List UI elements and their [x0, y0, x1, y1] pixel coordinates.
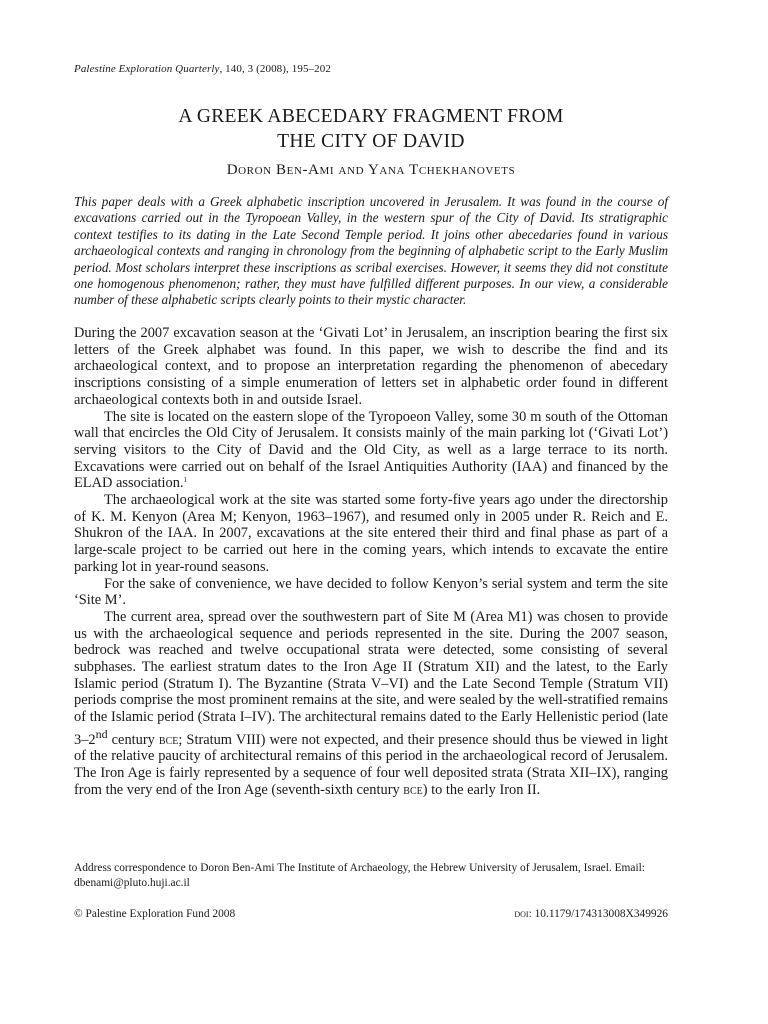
ordinal-superscript: nd	[95, 726, 108, 741]
body-paragraph-5-text-b: century	[107, 731, 159, 748]
journal-issue: , 140, 3 (2008), 195–202	[219, 63, 331, 75]
running-head	[74, 63, 331, 75]
copyright-notice: © Palestine Exploration Fund 2008	[74, 908, 236, 920]
era-abbreviation: bce	[403, 781, 423, 798]
body-paragraph-4: For the sake of convenience, we have decided to follow Kenyon’s serial system and term the site ‘Site M’.	[74, 575, 668, 609]
footnote-marker[interactable]: 1	[183, 476, 188, 485]
journal-name: Palestine Exploration Quarterly	[74, 63, 220, 75]
correspondence-note: Address correspondence to Doron Ben-Ami The Institute of Archaeology, the Hebrew University of Jerusalem, Israel. Email: dbenami@pluto.huji.ac.il	[74, 862, 645, 889]
article-body	[74, 325, 668, 798]
era-abbreviation: bce	[158, 731, 179, 748]
abstract: This paper deals with a Greek alphabetic inscription uncovered in Jerusalem. It was found in the course of excavations carried out in the Tyropoean Valley, in the western spur of the City of David. Its stratigraphic context testifies to its dating in the Late Second Temple period. It joins other abecedaries found in various archaeological contexts and ranging in chronology from the beginning of alphabetic script to the Early Muslim period. Most scholars interpret these inscriptions as scribal exercises. However, it seems they did not constitute one homogenous phenomenon; rather, they must have fulfilled different purposes. In our view, a considerable number of these alphabetic scripts clearly points to their mystic character.	[74, 194, 668, 308]
body-paragraph-5-text-d: ) to the early Iron II.	[422, 781, 541, 798]
doi-label: doi	[514, 908, 529, 920]
body-paragraph-5	[74, 609, 668, 799]
body-paragraph-3: The archaeological work at the site was started some forty-five years ago under the directorship of K. M. Kenyon (Area M; Kenyon, 1963–1967), and resumed only in 2005 under R. Reich and E. Shukron of the IAA. In 2007, excavations at the site entered their third and final phase as part of a large-scale project to be carried out here in the coming years, which intends to excavate the entire parking lot in year-round seasons.	[74, 492, 668, 575]
body-paragraph-5-text-c: ; Stratum VIII) were not expected, and their presence should thus be viewed in light of the relative paucity of architectural remains of this period in the archaeological record of Jerusalem. The Iron Age is fairly represented by a sequence of four well deposited strata (Strata XII–IX), ranging from the very end of the Iron Age (seventh-sixth century	[74, 731, 668, 798]
body-paragraph-2-text: The site is located on the eastern slope of the Tyropoeon Valley, some 30 m south of the Ottoman wall that encircles the Old City of Jerusalem. It consists mainly of the main parking lot (‘Givati Lot’) serving visitors to the City of David and the Old City, as well as a large terrace to its north. Excavations were carried out on behalf of the Israel Antiquities Authority (IAA) and financed by the ELAD association.	[74, 408, 668, 492]
doi-value[interactable]: : 10.1179/174313008X349926	[528, 908, 668, 920]
body-paragraph-5-text-a: The current area, spread over the southwestern part of Site M (Area M1) was chosen to provide us with the archaeological sequence and periods represented in the site. During the 2007 season, bedrock was reached and twelve occupational strata were detected, some consisting of several subphases. The earliest stratum dates to the Iron Age II (Stratum XII) and the latest, to the Early Islamic period (Stratum I). The Byzantine (Strata V–VI) and the Late Second Temple (Stratum VII) periods comprise the most prominent remains at the site, and were sealed by the well-stratified remains of the Islamic period (Strata I–IV). The architectural remains dated to the Early Hellenistic period (late 3–2	[74, 608, 668, 748]
body-paragraph-1: During the 2007 excavation season at the ‘Givati Lot’ in Jerusalem, an inscription bearing the first six letters of the Greek alphabet was found. In this paper, we wish to describe the find and its archaeological context, and to propose an interpretation regarding the phenomenon of abecedary inscriptions consisting of a simple enumeration of letters set in alphabetic order found in different archaeological contexts both in and outside Israel.	[74, 325, 668, 408]
author-line: Doron Ben-Ami and Yana Tchekhanovets	[226, 162, 516, 178]
body-paragraph-2	[74, 409, 668, 493]
article-title	[74, 104, 668, 154]
article-title-line-1: A GREEK ABECEDARY FRAGMENT FROM	[178, 106, 564, 127]
doi-line	[514, 908, 668, 920]
article-title-line-2: THE CITY OF DAVID	[277, 131, 465, 152]
